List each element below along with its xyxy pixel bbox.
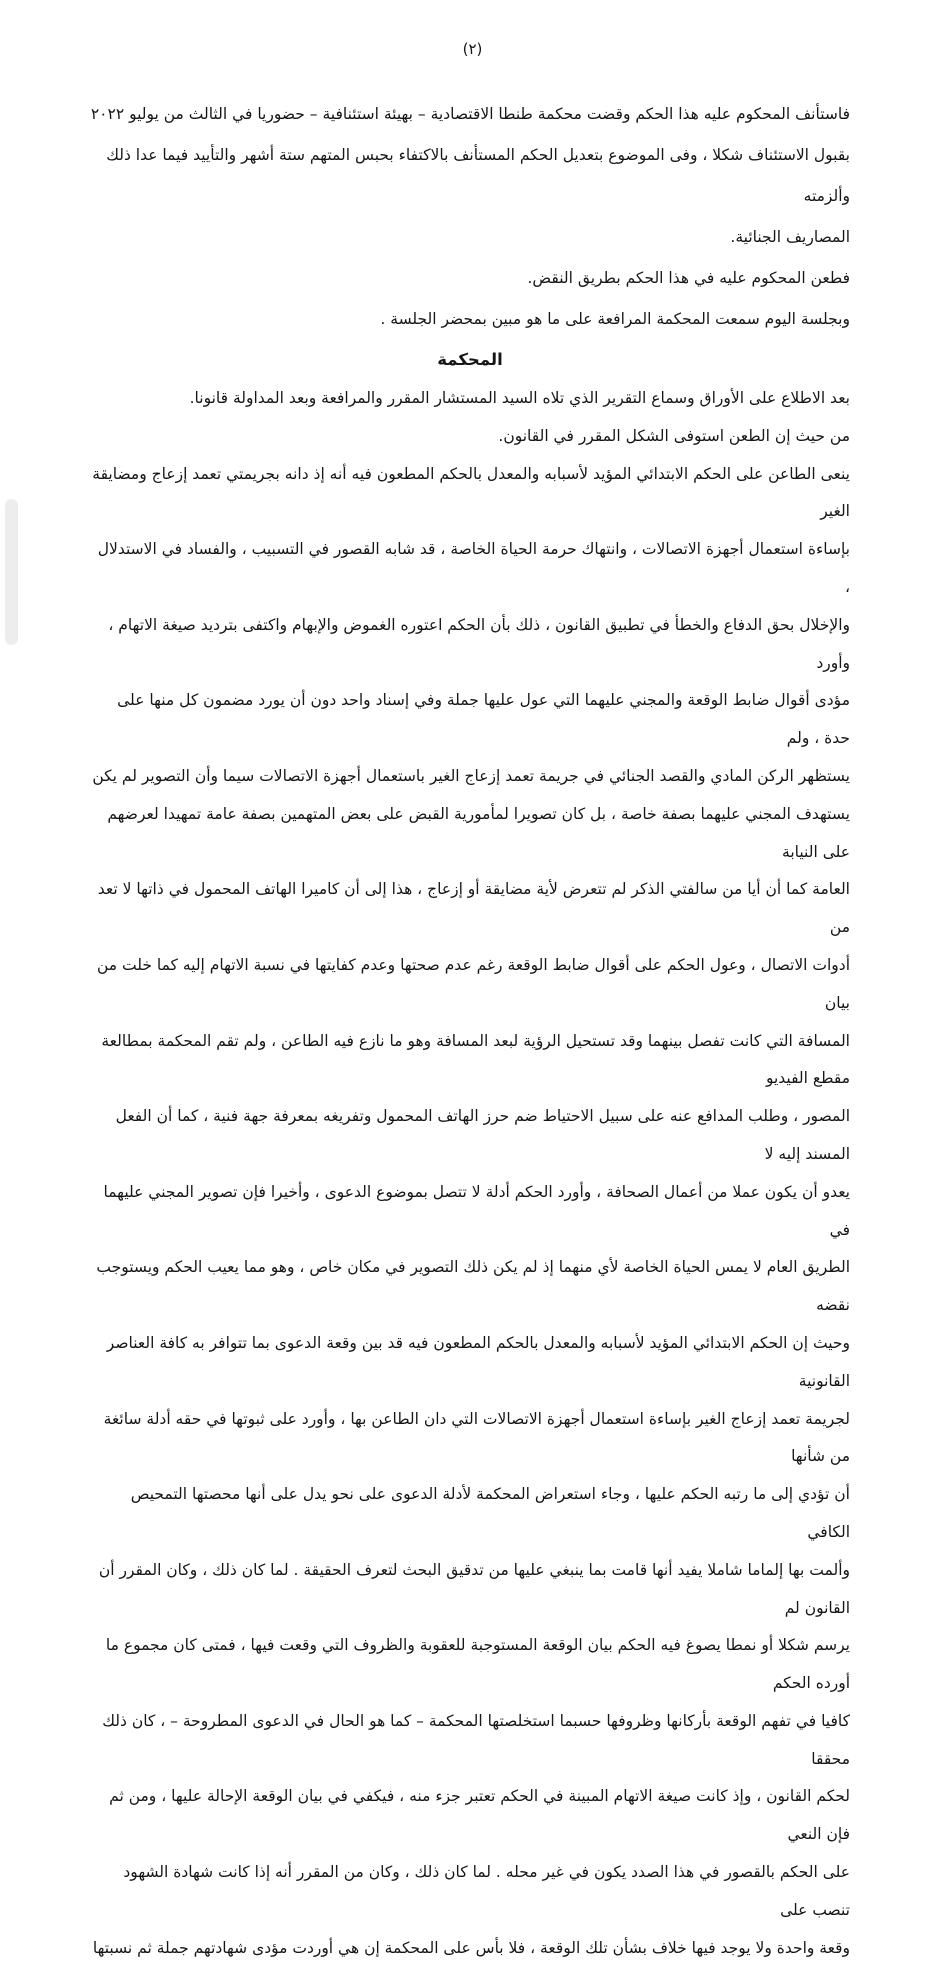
text-line: يرسم شكلا أو نمطا يصوغ فيه الحكم بيان الوقعة المستوجبة للعقوبة والظروف التي وقعت فيها ، فمتى كان مجموع ما أورده الحكم — [105, 1636, 850, 1693]
text-line: كافيا في تفهم الوقعة بأركانها وظروفها حسبما استخلصتها المحكمة – كما هو الحال في الدعوى المطروحة – ، كان ذلك محققا — [102, 1711, 850, 1768]
page-number: (٢) — [462, 40, 483, 58]
text-line: على الحكم بالقصور في هذا الصدد يكون في غير محله . لما كان ذلك ، وكان من المقرر أنه إذا كانت شهادة الشهود تنصب على — [123, 1863, 850, 1919]
text-line: لجريمة تعمد إزعاج الغير بإساءة استعمال أجهزة الاتصالات التي دان الطاعن بها ، وأورد على ثبوتها في حقه أدلة سائغة من شأنها — [103, 1409, 850, 1466]
text-line: فاستأنف المحكوم عليه هذا الحكم وقضت محكمة طنطا الاقتصادية – بهيئة استئنافية – حضوريا في الثالث من يوليو ٢٠٢٢ — [90, 105, 850, 123]
text-line: لحكم القانون ، وإذ كانت صيغة الاتهام المبينة في الحكم تعتبر جزء منه ، فيكفي في بيان الوقعة الإحالة عليها ، ومن ثم فإن النعي — [109, 1787, 850, 1844]
scrollbar-thumb[interactable] — [5, 499, 18, 645]
text-line: وألمت بها إلماما شاملا يفيد أنها قامت بما ينبغي عليها من تدقيق البحث لتعرف الحقيقة . لما كان ذلك ، وكان المقرر أن القانون لم — [98, 1560, 850, 1617]
text-line: بإساءة استعمال أجهزة الاتصالات ، وانتهاك حرمة الحياة الخاصة ، قد شابه القصور في التسبيب ، والفساد في الاستدلال ، — [97, 540, 850, 596]
text-line: والإخلال بحق الدفاع والخطأ في تطبيق القانون ، ذلك بأن الحكم اعتوره الغموض والإبهام واكتفى بترديد صيغة الاتهام ، وأورد — [108, 615, 850, 672]
text-line: مؤدى أقوال ضابط الوقعة والمجني عليهما التي عول عليها جملة وفي إسناد واحد دون أن يورد مضمون كل منها على حدة ، ولم — [117, 691, 850, 748]
text-line: أن تؤدي إلى ما رتبه الحكم عليها ، وجاء استعراض المحكمة لأدلة الدعوى على نحو يدل على أنها محصتها التمحيص الكافي — [130, 1485, 850, 1541]
text-line: يستظهر الركن المادي والقصد الجنائي في جريمة تعمد إزعاج الغير باستعمال أجهزة الاتصالات سيما وأن التصوير لم يكن — [92, 766, 850, 785]
text-line: وحيث إن الحكم الابتدائي المؤيد لأسبابه والمعدل بالحكم المطعون فيه قد بين وقعة الدعوى بما تتوافر به كافة العناصر القانونية — [106, 1333, 850, 1390]
text-line: بقبول الاستئناف شكلا ، وفى الموضوع بتعديل الحكم المستأنف بالاكتفاء بحبس المتهم ستة أشهر والتأييد فيما عدا ذلك وألزمته — [106, 146, 850, 205]
facts-section — [90, 94, 850, 340]
reasoning-section — [90, 380, 850, 1967]
text-line: ينعى الطاعن على الحكم الابتدائي المؤيد لأسبابه والمعدل بالحكم المطعون فيه أنه إذ دانه بجريمتي تعمد إزعاج ومضايقة الغير — [92, 464, 850, 521]
text-line: وبجلسة اليوم سمعت المحكمة المرافعة على ما هو مبين بمحضر الجلسة . — [380, 310, 850, 328]
text-line: من حيث إن الطعن استوفى الشكل المقرر في القانون. — [498, 426, 850, 445]
text-line: العامة كما أن أيا من سالفتي الذكر لم تتعرض لأية مضايقة أو إزعاج ، هذا إلى أن كاميرا الهاتف المحمول في ذاتها لا تعد من — [97, 880, 850, 937]
text-line: المصور ، وطلب المدافع عنه على سبيل الاحتياط ضم حرز الهاتف المحمول وتفريغه بمعرفة جهة فنية ، كما أن الفعل المسند إليه لا — [115, 1107, 850, 1163]
text-line: بعد الاطلاع على الأوراق وسماع التقرير الذي تلاه السيد المستشار المقرر والمرافعة وبعد المداولة قانونا. — [189, 389, 850, 407]
text-line: فطعن المحكوم عليه في هذا الحكم بطريق النقض. — [527, 269, 850, 287]
text-line: المسافة التي كانت تفصل بينهما وقد تستحيل الرؤية لبعد المسافة وهو ما نازع فيه الطاعن ، ولم تقم المحكمة بمطالعة مقطع الفيديو — [101, 1031, 850, 1088]
text-line: الطريق العام لا يمس الحياة الخاصة لأي منهما إذ لم يكن ذلك التصوير في مكان خاص ، وهو مما يعيب الحكم ويستوجب نقضه — [96, 1258, 850, 1315]
text-line: وقعة واحدة ولا يوجد فيها خلاف بشأن تلك الوقعة ، فلا بأس على المحكمة إن هي أوردت مؤدى شهادتهم جملة ثم نسبتها — [92, 1938, 850, 1957]
judgment-text — [90, 94, 850, 1967]
court-section-heading: المحكمة — [437, 350, 503, 369]
text-line: أدوات الاتصال ، وعول الحكم على أقوال ضابط الوقعة رغم عدم صحتها وعدم كفايتها في نسبة الاتهام إليه كما خلت من بيان — [96, 955, 850, 1012]
text-line: يستهدف المجني عليهما بصفة خاصة ، بل كان تصويرا لمأمورية القبض على بعض المتهمين بصفة عامة تمهيدا لعرضهم على النيابة — [107, 804, 850, 861]
text-line: يعدو أن يكون عملا من أعمال الصحافة ، وأورد الحكم أدلة لا تتصل بموضوع الدعوى ، وأخيرا فإن تصوير المجني عليهما في — [103, 1182, 850, 1239]
text-line: المصاريف الجنائية. — [730, 228, 850, 246]
